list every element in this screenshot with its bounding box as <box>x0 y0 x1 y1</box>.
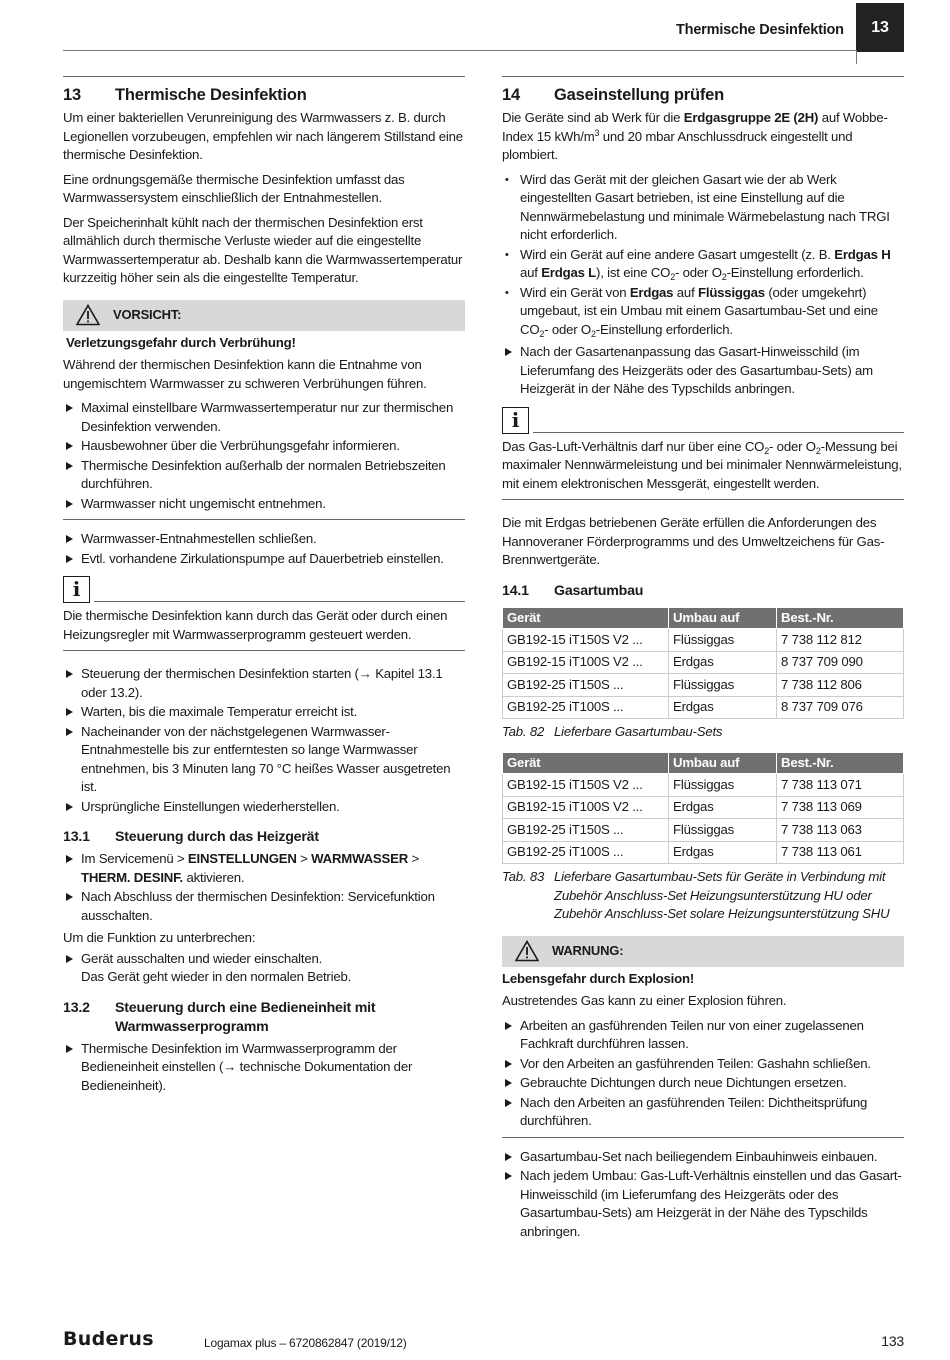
paragraph: Um einer bakteriellen Verunreinigung des Warmwassers z. B. durch Legionellen vorzubeugen, empfehlen wir nach längerem Stillstand eine thermische Desinfektion. <box>63 110 463 162</box>
table-cell: 7 738 113 063 <box>777 819 904 842</box>
text: Erdgas <box>629 284 674 300</box>
list-item: Hausbewohner über die Verbrühungsgefahr informieren. <box>63 437 465 456</box>
column-header: Best.-Nr. <box>777 752 904 774</box>
text: 2 <box>721 272 727 282</box>
list-item: Arbeiten an gasführenden Teilen nur von einer zugelassenen Fachkraft durchführen lassen. <box>502 1017 904 1054</box>
paragraph: Um die Funktion zu unterbrechen: <box>63 930 256 945</box>
text: ), ist eine CO <box>596 265 671 280</box>
table-row <box>503 774 904 797</box>
table-cell: GB192-15 iT150S V2 ... <box>503 774 669 797</box>
column-header: Best.-Nr. <box>777 607 904 629</box>
text: 3 <box>594 127 600 138</box>
list-item: Gebrauchte Dichtungen durch neue Dichtungen ersetzen. <box>502 1074 904 1093</box>
section-13-heading <box>63 85 465 106</box>
list-item: Nach Abschluss der thermischen Desinfektion: Servicefunktion ausschalten. <box>63 888 465 925</box>
table-cell: Flüssiggas <box>669 629 777 652</box>
text: 2 <box>670 272 675 282</box>
text: - oder O <box>675 265 722 280</box>
conversion-kits-table-83 <box>502 752 904 865</box>
section-13-1-heading <box>63 828 465 847</box>
page-footer <box>63 1330 904 1354</box>
step-list <box>63 850 465 925</box>
column-top-rule <box>502 76 904 77</box>
list-item: Vor den Arbeiten an gasführenden Teilen: Gashahn schließen. <box>502 1055 904 1074</box>
list-item <box>502 246 904 283</box>
text: -Einstellung erforderlich. <box>726 265 864 280</box>
table-cell: Erdgas <box>669 796 777 819</box>
table-row <box>503 796 904 819</box>
warning-list <box>502 1017 904 1131</box>
right-column <box>502 76 904 1245</box>
table-cell: 7 738 112 812 <box>777 629 904 652</box>
table-row <box>503 674 904 697</box>
list-item: Warmwasser-Entnahmestellen schließen. <box>63 530 465 549</box>
text: Das Gerät geht wieder in den normalen Betrieb. <box>81 969 352 984</box>
divider <box>63 519 465 520</box>
step-list <box>63 1040 465 1096</box>
warning-bar <box>502 936 904 967</box>
step-list <box>502 1148 904 1242</box>
section-14-1-heading <box>502 582 904 601</box>
text: auf <box>676 284 695 300</box>
text: Erdgas L <box>541 265 597 280</box>
column-header: Gerät <box>503 607 669 629</box>
paragraph: Der Speicherinhalt kühlt nach der thermischen Desinfektion erst allmählich durch thermische Verluste wieder auf die eingestellte Warmwassertemperatur ab. Deshalb kann die Warmwassertemperatur kurzzeitig höher sein als die eingestellte Temperatur. <box>63 214 463 285</box>
text: Flüssiggas <box>698 284 765 300</box>
text: 2 <box>815 445 821 456</box>
page-number: 133 <box>881 1333 904 1349</box>
caution-label: VORSICHT: <box>113 306 182 322</box>
text: 2 <box>539 328 545 339</box>
conversion-kits-table-82 <box>502 607 904 720</box>
list-item: Warten, bis die maximale Temperatur erreicht ist. <box>63 703 465 722</box>
caution-text: Während der thermischen Desinfektion kann die Entnahme von ungemischtem Warmwasser zu schweren Verbrühungen führen. <box>63 357 427 391</box>
list-item: Steuerung der thermischen Desinfektion starten (→ Kapitel 13.1 oder 13.2). <box>63 665 465 702</box>
step-list <box>502 343 904 399</box>
step-list <box>63 530 465 568</box>
table-row <box>503 819 904 842</box>
table-cell: GB192-25 iT100S ... <box>503 696 669 719</box>
info-box <box>63 576 465 651</box>
running-header-title: Thermische Desinfektion <box>676 22 844 38</box>
text: Erdgas H <box>834 246 891 262</box>
section-13-2-heading <box>63 999 465 1037</box>
info-icon: i <box>63 576 90 603</box>
table-caption <box>502 868 904 924</box>
caution-heading: Verletzungsgefahr durch Verbrühung! <box>66 334 296 350</box>
step-list <box>63 665 465 816</box>
text: und 20 mbar Anschlussdruck eingestellt und plombiert. <box>502 128 853 162</box>
column-header: Gerät <box>503 752 669 774</box>
caution-bar <box>63 300 465 331</box>
text: auf <box>520 265 538 280</box>
section-number: 14.1 <box>502 582 529 599</box>
section-number: 13.2 <box>63 999 90 1016</box>
text: Wird ein Gerät auf eine andere Gasart umgestellt (z. B. <box>520 246 831 262</box>
table-cell: Erdgas <box>669 651 777 674</box>
section-title: Steuerung durch eine Bedieneinheit mit Warmwasserprogramm <box>115 999 376 1035</box>
text: - oder O <box>544 321 591 337</box>
text: 2 <box>764 445 770 456</box>
caution-list <box>63 399 465 513</box>
text: Gerät ausschalten und wieder einschalten. <box>81 950 323 966</box>
section-title: Gasartumbau <box>554 582 644 599</box>
list-item <box>63 950 465 987</box>
column-header: Umbau auf <box>669 607 777 629</box>
text: - oder O <box>769 438 816 454</box>
caption-text: Lieferbare Gasartumbau-Sets <box>554 724 723 739</box>
table-cell: Flüssiggas <box>669 774 777 797</box>
table-cell: GB192-25 iT150S ... <box>503 674 669 697</box>
caption-number: Tab. 82 <box>502 724 545 739</box>
table-cell: GB192-15 iT150S V2 ... <box>503 629 669 652</box>
column-top-rule <box>63 76 465 77</box>
list-item: Nach den Arbeiten an gasführenden Teilen: Dichtheitsprüfung durchführen. <box>502 1094 904 1131</box>
list-item: Warmwasser nicht ungemischt entnehmen. <box>63 495 465 514</box>
caption-number: Tab. 83 <box>502 869 545 884</box>
paragraph: Eine ordnungsgemäße thermische Desinfektion umfasst das Warmwassersystem einschließlich der Entnahmestellen. <box>63 171 405 205</box>
table-caption <box>502 723 904 742</box>
table-header-row <box>503 607 904 629</box>
text: 2 <box>590 328 596 339</box>
section-number: 14 <box>502 86 520 104</box>
table-header-row <box>503 752 904 774</box>
table-cell: 7 738 113 071 <box>777 774 904 797</box>
table-cell: GB192-25 iT150S ... <box>503 819 669 842</box>
document-reference: Logamax plus – 6720862847 (2019/12) <box>204 1336 407 1350</box>
table-cell: GB192-25 iT100S ... <box>503 841 669 864</box>
text: (oder umgekehrt) umgebaut, ist ein Umbau mit einem Gasartumbau-Set und eine CO <box>520 284 878 337</box>
section-number: 13 <box>63 86 81 104</box>
table-row <box>503 651 904 674</box>
column-header: Umbau auf <box>669 752 777 774</box>
list-item: Maximal einstellbare Warmwassertemperatur nur zur thermischen Desinfektion verwenden. <box>63 399 465 436</box>
table-cell: 7 738 113 069 <box>777 796 904 819</box>
list-item: Thermische Desinfektion im Warmwasserprogramm der Bedieneinheit einstellen (→ technische Dokumentation der Bedieneinheit). <box>63 1040 465 1096</box>
list-item: Nach jedem Umbau: Gas-Luft-Verhältnis einstellen und das Gasart-Hinweisschild (im Lieferumfang des Heizgeräts oder des Gasartumbau-Sets) am Heizgerät in der Nähe des Typschilds anbringen. <box>502 1167 904 1241</box>
info-rule <box>94 601 465 602</box>
paragraph: Die mit Erdgas betriebenen Geräte erfüllen die Anforderungen des Hannoveraner Förderprogramms und des Umweltzeichens für Gas-Brennwertgeräte. <box>502 515 885 567</box>
table-cell: 7 738 113 061 <box>777 841 904 864</box>
info-rule <box>533 432 904 433</box>
list-item: Nacheinander von der nächstgelegenen Warmwasser-Entnahmestelle bis zur entferntesten so lange Warmwasser entnehmen, bis 3 Minuten lang 70 °C heißes Wasser ausgetreten ist. <box>63 723 465 797</box>
text: Erdgasgruppe 2E (2H) <box>683 110 819 125</box>
menu-name: EINSTELLUNGEN <box>187 851 297 866</box>
table-cell: Flüssiggas <box>669 674 777 697</box>
text: -Messung bei maximaler Nennwärmeleistung und bei minimaler Nennwärmeleistung, mit einem elektronischen Messgerät, eingestellt werden. <box>502 438 902 491</box>
list-item: Nach der Gasartenanpassung das Gasart-Hinweisschild (im Lieferumfang des Heizgeräts oder des Gasartumbau-Sets) am Heizgerät in der Nähe des Typschilds anbringen. <box>502 343 904 399</box>
table-cell: 8 737 709 076 <box>777 696 904 719</box>
list-item: Thermische Desinfektion außerhalb der normalen Betriebszeiten durchführen. <box>63 457 465 494</box>
table-row <box>503 629 904 652</box>
table-cell: GB192-15 iT100S V2 ... <box>503 796 669 819</box>
caption-text: Lieferbare Gasartumbau-Sets für Geräte in Verbindung mit Zubehör Anschluss-Set Heizungsunterstützung HU oder Zubehör Anschluss-Set solare Heizungsunterstützung SHU <box>554 869 890 921</box>
chapter-number-tab: 13 <box>856 3 904 52</box>
text: Die Geräte sind ab Werk für die <box>502 110 681 125</box>
table-cell: 8 737 709 090 <box>777 651 904 674</box>
warning-label: WARNUNG: <box>552 942 624 958</box>
menu-name: WARMWASSER <box>311 851 409 866</box>
list-item: Gasartumbau-Set nach beiliegendem Einbauhinweis einbauen. <box>502 1148 904 1167</box>
table-cell: Flüssiggas <box>669 819 777 842</box>
text: Das Gas-Luft-Verhältnis darf nur über eine CO <box>502 438 765 454</box>
warning-heading: Lebensgefahr durch Explosion! <box>502 970 695 986</box>
list-item: • Wird das Gerät mit der gleichen Gasart wie der ab Werk eingestellten Gasart betrieben, ist eine Einstellung auf die Nennwärmebelastung und minimale Wärmebelastung nach TRGI nicht erforderlich. <box>502 171 904 245</box>
step-list <box>63 950 465 987</box>
info-text: Die thermische Desinfektion kann durch das Gerät oder durch einen Heizungsregler mit Warmwasserprogramm gesteuert werden. <box>63 607 465 651</box>
table-cell: 7 738 112 806 <box>777 674 904 697</box>
table-cell: Erdgas <box>669 696 777 719</box>
section-title: Gaseinstellung prüfen <box>554 86 724 104</box>
list-item: Im Servicemenü > EINSTELLUNGEN > WARMWASSER > THERM. DESINF. aktivieren. <box>63 850 465 887</box>
table-row <box>503 696 904 719</box>
list-item: Evtl. vorhandene Zirkulationspumpe auf Dauerbetrieb einstellen. <box>63 550 465 569</box>
text: aktivieren. <box>186 869 245 885</box>
text: -Einstellung erforderlich. <box>595 321 733 337</box>
header-rule <box>63 50 857 51</box>
text: Im Servicemenü > <box>81 851 185 866</box>
header-tick <box>856 50 857 64</box>
section-title: Thermische Desinfektion <box>115 86 307 104</box>
table-cell: Erdgas <box>669 841 777 864</box>
list-item <box>502 284 904 340</box>
table-cell: GB192-15 iT100S V2 ... <box>503 651 669 674</box>
paragraph <box>502 109 904 165</box>
warning-triangle-icon <box>502 940 552 962</box>
info-box <box>502 407 904 501</box>
text: Wird ein Gerät von <box>520 284 627 300</box>
section-title: Steuerung durch das Heizgerät <box>115 829 319 845</box>
bullet-list <box>502 171 904 340</box>
menu-name: THERM. DESINF. <box>81 869 183 885</box>
buderus-logo: Buderus <box>63 1328 154 1350</box>
section-14-heading <box>502 85 904 106</box>
left-column <box>63 76 465 1099</box>
list-item: Ursprüngliche Einstellungen wiederherstellen. <box>63 798 465 817</box>
info-icon: i <box>502 407 529 434</box>
table-row <box>503 841 904 864</box>
section-number: 13.1 <box>63 829 90 845</box>
warning-triangle-icon <box>63 304 113 326</box>
warning-text: Austretendes Gas kann zu einer Explosion führen. <box>502 993 787 1008</box>
divider <box>502 1137 904 1138</box>
text: auf Wobbe-Index 15 kWh/m <box>502 110 888 144</box>
info-text <box>502 438 904 501</box>
